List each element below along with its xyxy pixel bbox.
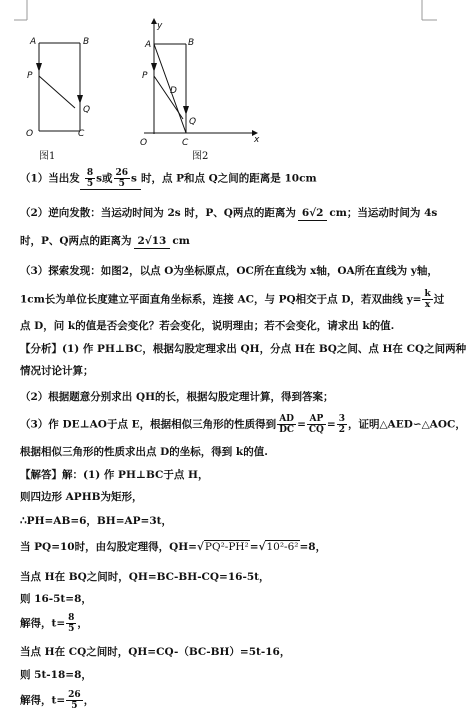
fraction-26-5: $\frac{26}{5}$ — [115, 168, 129, 189]
q1-answer: $\frac{8}{5}$ s或 $\frac{26}{5}$ s — [80, 168, 141, 190]
analysis-line-3: （2）根据题意分别求出 QH的长，根据勾股定理计算，得到答案； — [20, 391, 334, 403]
fig1-label-b: B — [83, 37, 90, 47]
solution-line-3: ∴PH=AB=6，BH=AP=3t， — [20, 515, 173, 527]
question-1: （1）当出发 $\frac{8}{5}$ s或 $\frac{26}{5}$ s 时，点 P和点 Q之间的距离是 10cm — [20, 168, 317, 189]
fig2-label-c: C — [182, 138, 189, 148]
q2-answer-2: 2√13 — [134, 234, 171, 249]
solution-line-10: 解得，t= $\frac{26}{5}$ ， — [20, 690, 95, 711]
fig1-label-o: O — [26, 129, 34, 139]
solution-line-2: 则四边形 APHB为矩形， — [20, 491, 143, 503]
fig2-label-d: D — [170, 86, 177, 96]
fraction-k-x: $\frac{k}{x}$ — [424, 289, 431, 310]
fig2-label-q: Q — [189, 117, 197, 127]
solution-line-6: 则 16-5t=8， — [20, 593, 92, 605]
solution-line-4: 当 PQ=10时，由勾股定理得，QH=√PQ²-PH²=√10²-6²=8， — [20, 541, 327, 553]
radical-pq-ph: PQ²-PH² — [204, 541, 249, 553]
fig2-label-a: A — [145, 40, 152, 50]
crop-mark-top-right — [421, 0, 437, 22]
radical-10-6: 10²-6² — [266, 541, 299, 553]
question-3-line-2: 1cm长为单位长度建立平面直角坐标系，连接 AC，与 PQ相交于点 D，若双曲线 y= $\frac{k}{x}$ 过 — [20, 289, 445, 310]
solution-line-8: 当点 H在 CQ之间时，QH=CQ-（BC-BH）=5t-16， — [20, 646, 291, 658]
analysis-line-5: 根据相似三角形的性质求出点 D的坐标，得到 k的值. — [20, 446, 268, 458]
fig2-label-o: O — [140, 138, 148, 148]
fraction-t-26-5: $\frac{26}{5}$ — [68, 690, 81, 711]
fig1-label-q: Q — [83, 105, 91, 115]
solution-line-9: 则 5t-18=8， — [20, 669, 92, 681]
ratio-ap-cq: $\frac{AP}{CQ}$ — [308, 414, 324, 435]
fig2-label-x: x — [254, 135, 260, 145]
analysis-line-4: （3）作 DE⊥AO于点 E，根据相似三角形的性质得到 $\frac{AD}{DC}$ = $\frac{AP}{CQ}$ = $\frac{3}{2}$ ，证明△AED∽△AOC， — [20, 414, 466, 435]
figure-1 — [20, 28, 120, 140]
solution-line-5: 当点 H在 BQ之间时，QH=BC-BH-CQ=16-5t， — [20, 571, 270, 583]
fraction-8-5: $\frac{8}{5}$ — [86, 168, 94, 189]
fraction-t-8-5: $\frac{8}{5}$ — [68, 613, 75, 634]
fig1-label-c: C — [78, 129, 85, 139]
fig2-label-p: P — [142, 71, 148, 81]
question-3-line-1: （3）探索发现：如图2，以点 O为坐标原点，OC所在直线为 x轴，OA所在直线为 y轴， — [20, 265, 438, 277]
question-2-line-1: （2）逆向发散：当运动时间为 2s 时，P、Q两点的距离为 6√2 cm；当运动时间为 4s — [20, 207, 438, 219]
fig1-label-p: P — [27, 71, 33, 81]
fig1-label-a: A — [30, 37, 37, 47]
ratio-3-2: $\frac{3}{2}$ — [338, 414, 345, 435]
crop-mark-top-left — [14, 0, 28, 22]
analysis-line-2: 情况讨论计算； — [20, 365, 94, 377]
analysis-line-1: 【分析】(1) 作 PH⊥BC，根据勾股定理求出 QH，分点 H在 BQ之间、点 H在 CQ之间两种 — [20, 343, 466, 355]
solution-line-7: 解得，t= $\frac{8}{5}$ ， — [20, 613, 88, 634]
ratio-ad-dc: $\frac{AD}{DC}$ — [279, 414, 295, 435]
fig2-label-y: y — [157, 21, 163, 31]
figure-2 — [130, 16, 270, 146]
q2-answer-1: 6√2 — [298, 206, 328, 221]
figure-1-caption: 图1 — [39, 151, 56, 162]
figure-2-caption: 图2 — [192, 151, 209, 162]
fig2-label-b: B — [188, 38, 195, 48]
question-2-line-2: 时，P、Q两点的距离为 2√13 cm — [20, 235, 190, 247]
solution-line-1: 【解答】解：(1) 作 PH⊥BC于点 H， — [20, 469, 209, 481]
question-3-line-3: 点 D，问 k的值是否会变化？若会变化，说明理由；若不会变化，请求出 k的值. — [20, 320, 395, 332]
